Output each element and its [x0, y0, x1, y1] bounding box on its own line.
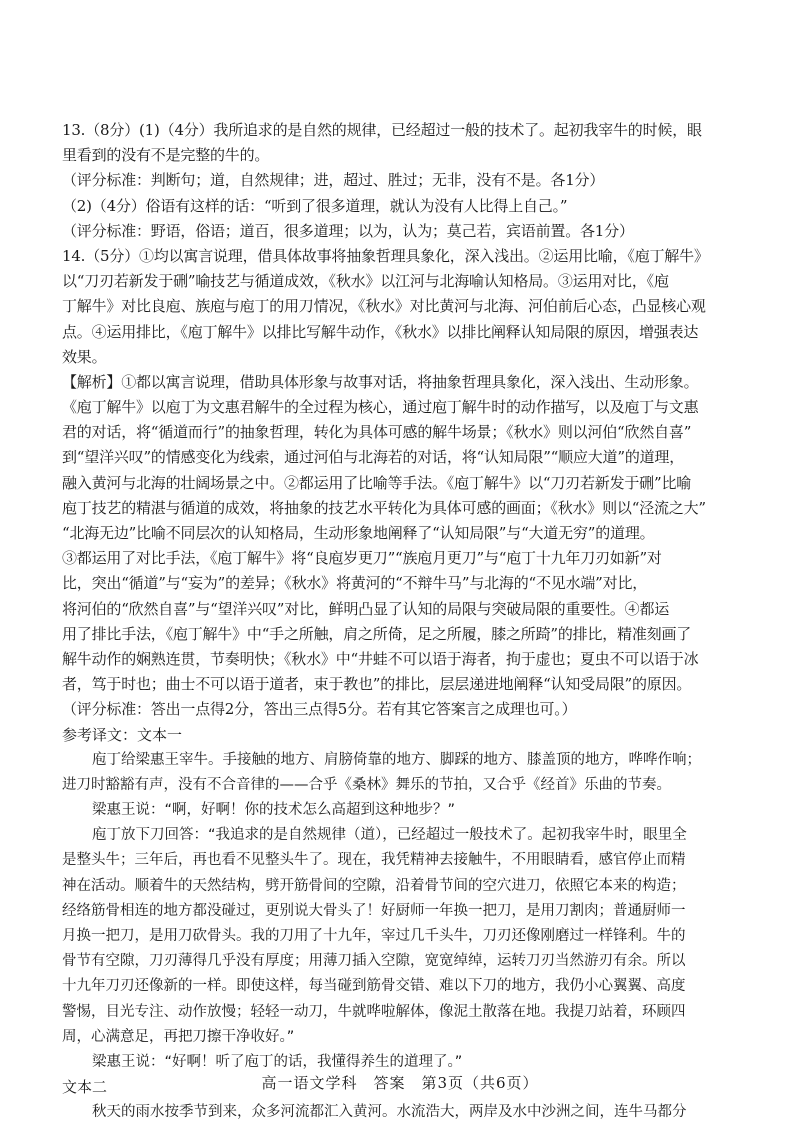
answer-line: 效果。	[62, 347, 107, 366]
translation-line: 十九年刀刃还像新的一样。即使这样，每当碰到筋骨交错、难以下刀的地方，我仍小心翼翼、高度	[62, 978, 686, 995]
answer-line: 14.（5分）①均以寓言说理，借具体故事将抽象哲理具象化，深入浅出。②运用比喻，《庖丁解牛》	[62, 246, 709, 265]
answer-line: （评分标准：野语，俗语；道百，很多道理；以为，认为；莫己若，宾语前置。各1分）	[62, 221, 634, 240]
answer-line: 《庖丁解牛》以庖丁为文惠君解牛的全过程为核心，通过庖丁解牛时的动作描写，以及庖丁与文惠	[62, 398, 699, 417]
answer-line: （2)（4分）俗语有这样的话：“听到了很多道理，就认为没有人比得上自己。”	[62, 196, 568, 215]
translation-line: 是整头牛；三年后，再也看不见整头牛了。现在，我凭精神去接触牛，不用眼睛看，感官停止而精	[62, 852, 686, 869]
translation-text-one	[62, 748, 752, 1075]
translation-line: 月换一把刀，是用刀砍骨头。我的刀用了十九年，宰过几千头牛，刀刃还像刚磨过一样锋利。牛的	[62, 928, 686, 944]
translation-line: 经络筋骨相连的地方都没碰过，更别说大骨头了！好厨师一年换一把刀，是用刀割肉；普通厨师一	[62, 902, 686, 919]
answer-line: 融入黄河与北海的壮阔场景之中。②都运用了比喻等手法。《庖丁解牛》以“刀刃若新发于硎”比喻	[62, 473, 692, 492]
answer-line: 13.（8分）(1)（4分）我所追求的是自然的规律，已经超过一般的技术了。起初我宰牛的时候，眼	[62, 121, 702, 139]
translation-heading-two: 文本二	[62, 1078, 108, 1097]
translation-line: 警惕，目光专注、动作放慢；轻轻一动刀，牛就哗啦解体，像泥土散落在地。我提刀站着，环顾四	[62, 1003, 686, 1020]
page-footer: 高一语文学科 答案 第3页（共6页）	[261, 1074, 539, 1092]
translation-line: 骨节有空隙，刀刃薄得几乎没有厚度；用薄刀插入空隙，宽宽绰绰，运转刀刃当然游刃有余。所以	[62, 953, 686, 970]
translation-line: 庖丁放下刀回答：“我追求的是自然规律（道），已经超过一般技术了。起初我宰牛时，眼里全	[92, 827, 687, 844]
answer-line: 者，笃于时也；曲士不可以语于道者，束于教也”的排比，层层递进地阐释“认知受局限”的原因。	[62, 675, 692, 694]
answer-line: 【解析】①都以寓言说理，借助具体形象与故事对话，将抽象哲理具象化，深入浅出、生动形象。	[62, 372, 699, 391]
answer-line: 点。④运用排比，《庖丁解牛》以排比写解牛动作，《秋水》以排比阐释认知局限的原因，增强表达	[62, 322, 699, 341]
answer-line: 庖丁技艺的精湛与循道的成效，将抽象的技艺水平转化为具体可感的画面；《秋水》则以“泾流之大”	[62, 498, 706, 517]
answer-page	[62, 118, 752, 1126]
translation-line: 庖丁给梁惠王宰牛。手接触的地方、肩膀倚靠的地方、脚踩的地方、膝盖顶的地方，哗哗作响；	[92, 751, 701, 768]
answer-line: 丁解牛》对比良庖、族庖与庖丁的用刀情况，《秋水》对比黄河与北海、河伯前后心态，凸显核心观	[62, 297, 706, 316]
answer-line: （评分标准：答出一点得2分，答出三点得5分。若有其它答案言之成理也可。）	[62, 700, 577, 719]
translation-heading: 参考译文：文本一	[62, 725, 183, 744]
translation-line: 梁惠王说：“好啊！听了庖丁的话，我懂得养生的道理了。”	[92, 1053, 463, 1070]
answer-line: 君的对话，将“循道而行”的抽象哲理，转化为具体可感的解牛场景；《秋水》则以河伯“欣然自喜”	[62, 423, 692, 442]
answer-line: ③都运用了对比手法，《庖丁解牛》将“良庖岁更刀”“族庖月更刀”与“庖丁十九年刀刃如新”对	[62, 549, 662, 568]
translation-text-two	[62, 1100, 752, 1125]
answer-line: 将河伯的“欣然自喜”与“望洋兴叹”对比，鲜明凸显了认知的局限与突破局限的重要性。④都运	[62, 599, 670, 618]
answer-line: 到“望洋兴叹”的情感变化为线索，通过河伯与北海若的对话，将“认知局限”“顺应大道”的道理，	[62, 448, 685, 467]
answer-line: 解牛动作的娴熟连贯，节奏明快；《秋水》中“井蛙不可以语于海者，拘于虚也；夏虫不可以语于冰	[62, 649, 699, 668]
answer-section	[62, 118, 752, 723]
translation-line: 周，心满意足，再把刀擦干净收好。”	[62, 1028, 295, 1045]
answer-line: （评分标准：判断句；道，自然规律；进，超过、胜过；无非，没有不是。各1分）	[62, 171, 605, 190]
answer-line: “北海无边”比喻不同层次的认知格局，生动形象地阐释了“认知局限”与“大道无穷”的道理。	[62, 524, 655, 542]
answer-line: 以“刀刃若新发于硎”喻技艺与循道成效，《秋水》以江河与北海喻认知格局。③运用对比，《庖	[62, 272, 669, 291]
answer-line: 里看到的没有不是完整的牛的。	[62, 146, 270, 165]
translation-line: 神在活动。顺着牛的天然结构，劈开筋骨间的空隙，沿着骨节间的空穴进刀，依照它本来的构造；	[62, 877, 686, 894]
translation-line: 进刀时豁豁有声，没有不合音律的——合乎《桑林》舞乐的节拍，又合乎《经首》乐曲的节奏。	[62, 776, 671, 793]
answer-line: 比，突出“循道”与“妄为”的差异；《秋水》将黄河的“不辩牛马”与北海的“不见水端”对比，	[62, 574, 648, 593]
translation-line: 梁惠王说：“啊，好啊！你的技术怎么高超到这种地步？”	[92, 802, 456, 819]
translation-line: 秋天的雨水按季节到来，众多河流都汇入黄河。水流浩大，两岸及水中沙洲之间，连牛马都分	[92, 1104, 687, 1121]
answer-line: 用了排比手法，《庖丁解牛》中“手之所触，肩之所倚，足之所履，膝之所踦”的排比，精准刻画了	[62, 624, 692, 643]
